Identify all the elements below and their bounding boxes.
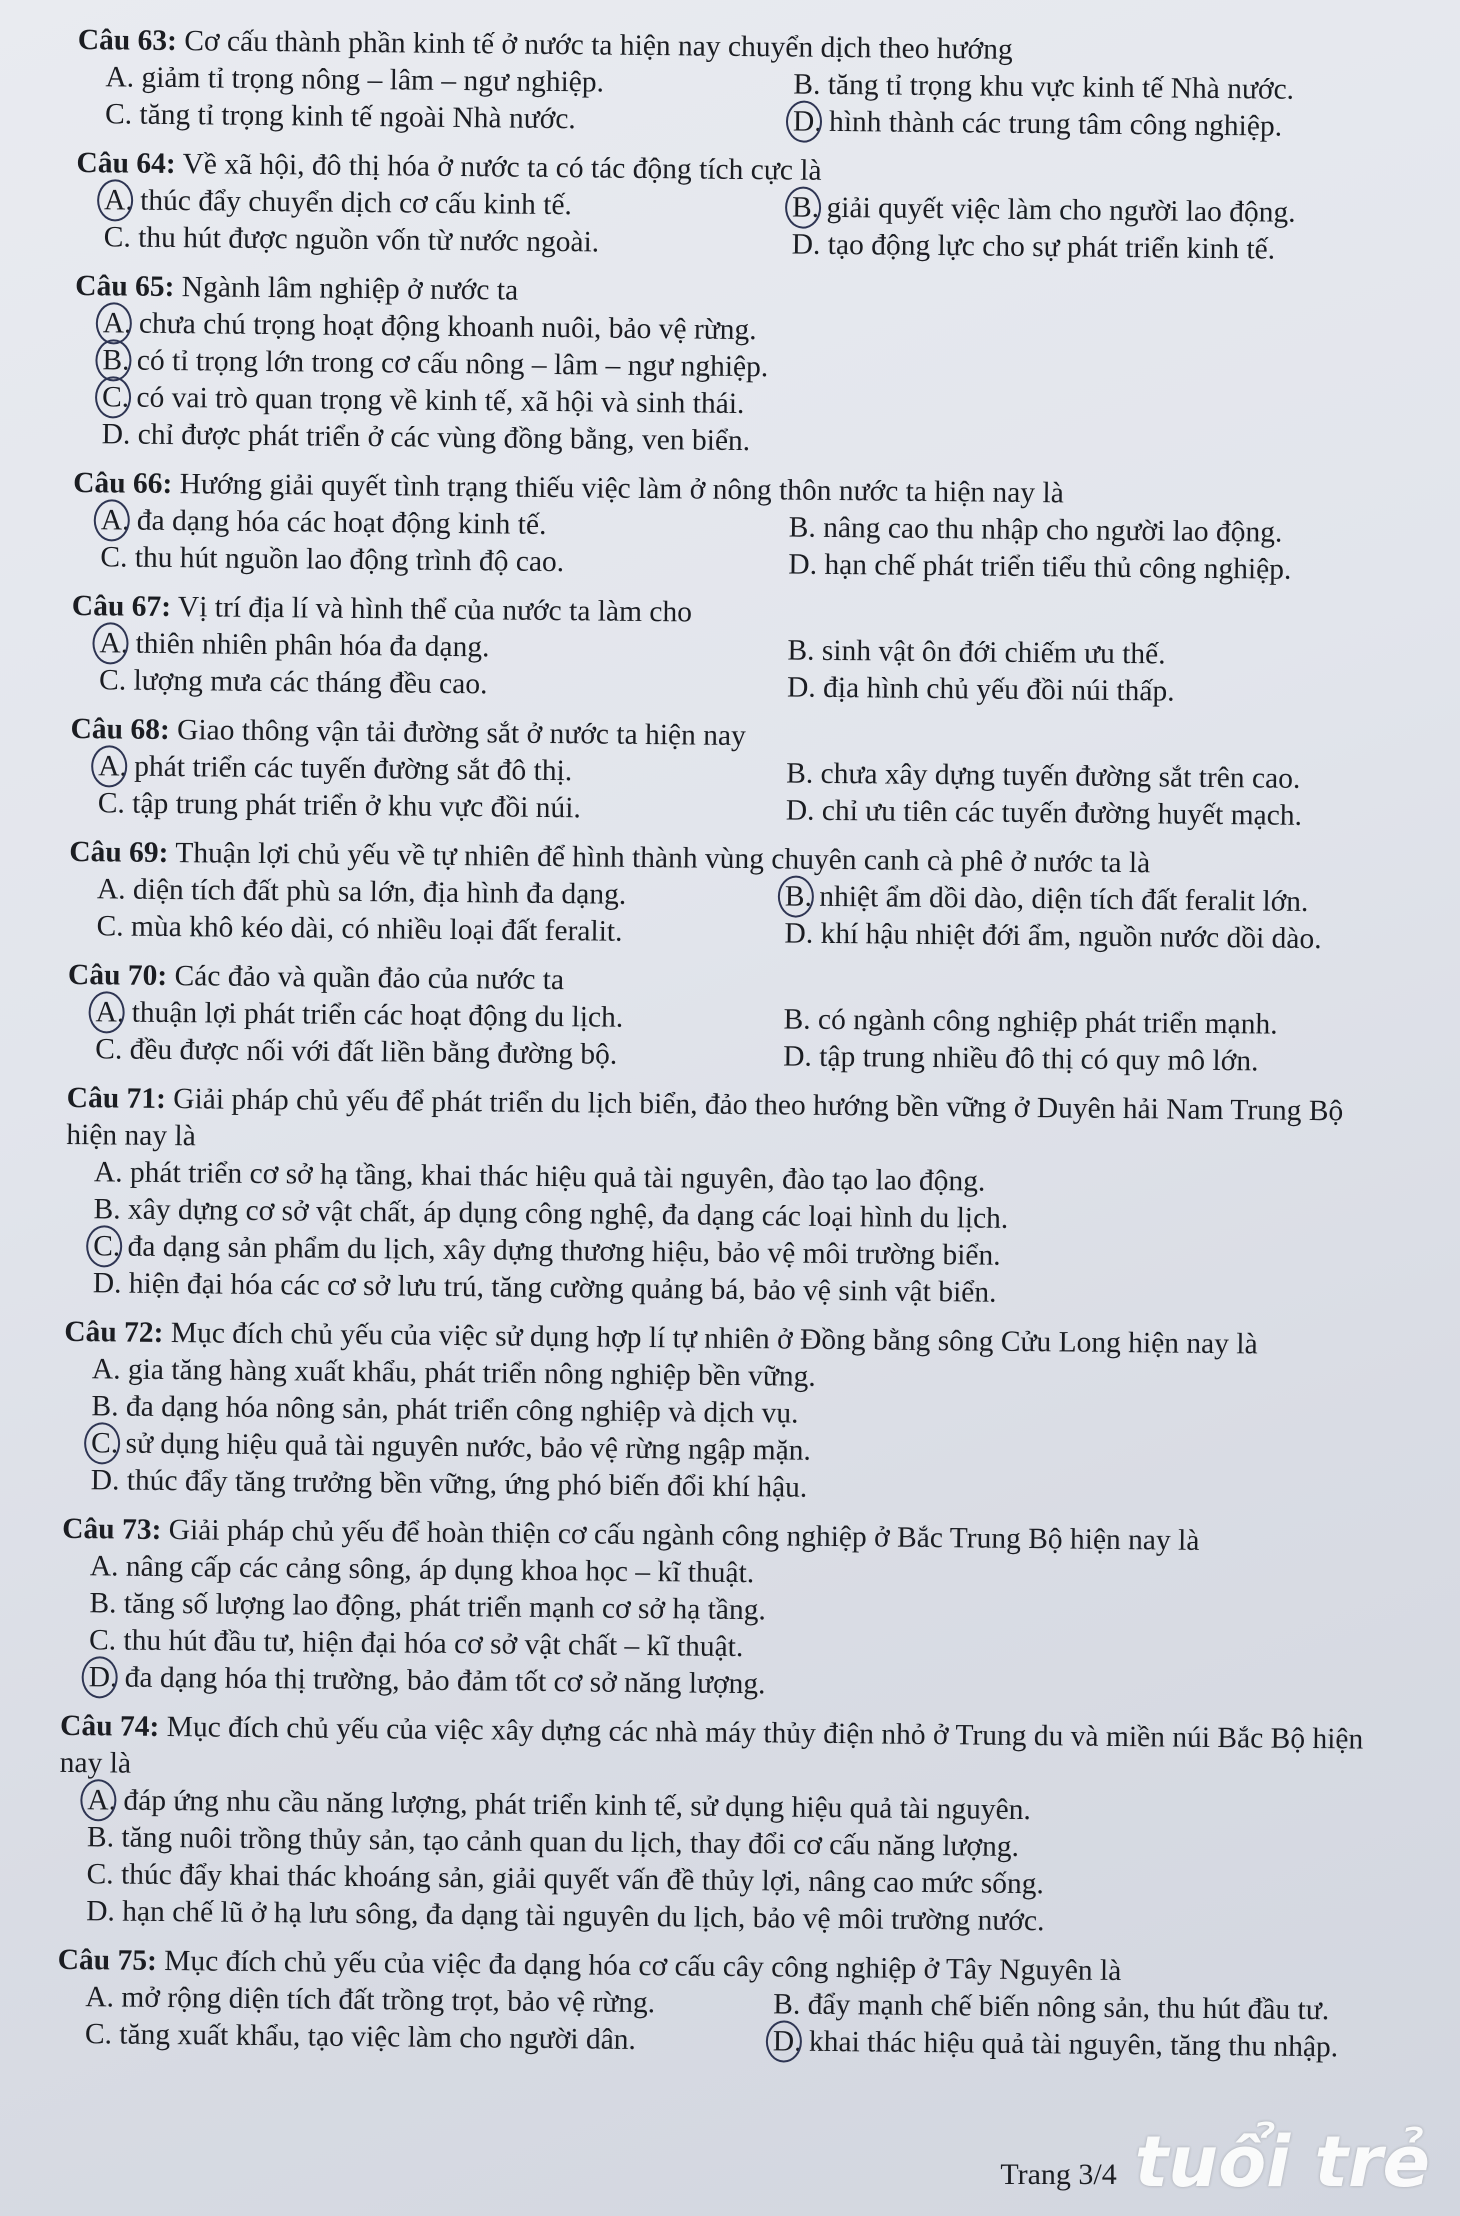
option-letter: D. [791,228,821,261]
option-text: đều được nối với đất liền bằng đường bộ. [129,1033,618,1071]
option-text: thúc đẩy tăng trưởng bền vững, ứng phó biến đổi khí hậu. [126,1464,808,1504]
option-letter: D. [785,794,815,827]
option-text: chỉ ưu tiên các tuyến đường huyết mạch. [821,794,1303,832]
option-text: đa dạng sản phẩm du lịch, xây dựng thương hiệu, bảo vệ môi trường biển. [127,1230,1001,1272]
option-letter: D. [90,1464,120,1497]
option-letter: B. [787,634,815,667]
answer-option [57,2016,745,2060]
option-text: mở rộng diện tích đất trồng trọt, bảo vệ rừng. [121,1981,656,2020]
option-text: đáp ứng nhu cầu năng lượng, phát triển kinh tế, sử dụng hiệu quả tài nguyên. [123,1784,1031,1827]
option-text: sử dụng hiệu quả tài nguyên nước, bảo vệ rừng ngập mặn. [125,1427,812,1467]
option-text: mùa khô kéo dài, có nhiều loại đất feralit. [130,910,623,948]
page-number: Trang 3/4 [1000,2158,1117,2191]
answer-option [759,669,1447,713]
option-letter: D. [786,671,816,704]
option-letter: C. [86,1858,114,1891]
question-block [67,957,1398,1082]
question-block [58,1708,1390,1944]
option-letter: D. [86,1895,116,1928]
option-letter: C. [100,541,128,574]
option-text: thúc đẩy chuyển dịch cơ cấu kinh tế. [140,184,573,222]
option-text: diện tích đất phù sa lớn, địa hình đa dạng. [132,873,627,911]
option-letter: A. [105,61,135,94]
question-text: Mục đích chủ yếu của việc đa dạng hóa cơ cấu cây công nghiệp ở Tây Nguyên là [164,1945,1122,1988]
question-number: Câu 75: [57,1943,158,1977]
question-text: Thuận lợi chủ yếu về tự nhiên để hình thành vùng chuyên canh cà phê ở nước ta là [175,837,1151,880]
option-text: đa dạng hóa thị trường, bảo đảm tốt cơ sở năng lượng. [124,1661,766,1701]
question-number: Câu 68: [70,712,170,746]
option-text: thúc đẩy khai thác khoáng sản, giải quyết vấn đề thủy lợi, nâng cao mức sống. [120,1858,1045,1901]
option-text: phát triển cơ sở hạ tầng, khai thác hiệu quả tài nguyên, đào tạo lao động. [129,1156,986,1198]
option-letter: D. [788,548,818,581]
option-letter-circled-mark: B. [792,189,819,226]
option-text: có tỉ trọng lớn trong cơ cấu nông – lâm – ngư nghiệp. [136,344,769,384]
question-block [72,465,1403,590]
option-text: chưa xây dựng tuyến đường sắt trên cao. [820,757,1301,795]
question-text: Giải pháp chủ yếu để hoàn thiện cơ cấu ngành công nghiệp ở Bắc Trung Bộ hiện nay là [168,1514,1200,1557]
option-text: thu hút được nguồn vốn từ nước ngoài. [138,221,600,259]
option-letter: C. [98,664,127,697]
option-letter-circled-mark: A. [87,1782,116,1819]
question-number: Câu 65: [75,269,175,304]
page-footer [1000,2121,1430,2203]
option-letter: C. [84,2018,113,2051]
question-block [71,588,1402,713]
option-letter-circled-mark: B. [785,878,812,915]
option-letter: D. [92,1267,122,1300]
option-letter: C. [96,910,124,943]
question-block [60,1511,1392,1710]
option-text: tăng xuất khẩu, tạo việc làm cho người dân. [119,2018,637,2056]
tuoi-tre-watermark-logo: tuổi trẻ [1134,2121,1430,2203]
option-letter: B. [788,511,816,544]
question-text: Mục đích chủ yếu của việc sử dụng hợp lí tự nhiên ở Đồng bằng sông Cửu Long hiện nay là [170,1317,1258,1361]
option-letter-circled-mark: D. [793,103,822,140]
option-letter: C. [97,787,126,820]
question-stem [60,1708,1391,1796]
option-text: đa dạng hóa các hoạt động kinh tế. [136,504,547,541]
question-text: Giải pháp chủ yếu để phát triển du lịch biển, đảo theo hướng bền vững ở Duyên hải Nam Trung Bộ hiện nay là [66,1083,1344,1153]
question-text: Ngành lâm nghiệp ở nước ta [181,271,519,307]
option-text: hạn chế phát triển tiểu thủ công nghiệp. [824,548,1292,586]
answer-option [760,546,1448,590]
question-number: Câu 72: [64,1315,164,1349]
option-text: chỉ được phát triển ở các vùng đồng bằng, ven biển. [137,418,751,458]
option-letter: D. [784,917,814,950]
option-text: thiên nhiên phân hóa đa dạng. [135,627,490,664]
option-text: thu hút đầu tư, hiện đại hóa cơ sở vật chất – kĩ thuật. [123,1624,744,1664]
question-text: Mục đích chủ yếu của việc xây dựng các nhà máy thủy điện nhỏ ở Trung du và miền núi Bắc Bộ hiện nay là [59,1711,1364,1780]
question-block [63,1314,1395,1513]
question-number: Câu 70: [67,958,168,992]
option-text: nhiệt ẩm dồi dào, diện tích đất feralit lớn. [819,880,1309,918]
option-letter: D. [101,418,131,451]
answer-option [77,96,765,140]
option-letter-circled-mark: A. [101,502,130,539]
question-block [76,145,1407,270]
option-text: xây dựng cơ sở vật chất, áp dụng công nghệ, đa dạng các loại hình du lịch. [127,1193,1009,1235]
option-letter-circled-mark: A. [98,748,127,785]
question-block [57,1942,1388,2067]
answer-option [72,539,760,583]
option-letter-circled-mark: A. [95,994,124,1031]
question-text: Hướng giải quyết tình trạng thiếu việc làm ở nông thôn nước ta hiện nay là [179,468,1064,510]
answer-option [71,662,759,706]
question-block [68,834,1399,959]
option-letter: A. [96,873,126,906]
option-text: phát triển các tuyến đường sắt đô thị. [134,750,573,788]
option-text: tập trung phát triển ở khu vực đồi núi. [132,787,582,825]
answer-option [758,792,1446,836]
option-letter: B. [773,1988,801,2021]
option-letter: D. [783,1040,813,1073]
option-letter: C. [104,98,133,131]
option-text: tăng nuôi trồng thủy sản, tạo cảnh quan du lịch, thay đổi cơ cấu năng lượng. [121,1821,1020,1863]
exam-page-content [57,22,1408,2079]
option-text: tăng số lượng lao động, phát triển mạnh cơ sở hạ tầng. [123,1587,767,1627]
option-text: tập trung nhiều đô thị có quy mô lớn. [819,1040,1259,1078]
question-text: Về xã hội, đô thị hóa ở nước ta có tác động tích cực là [182,148,822,187]
option-text: có ngành công nghiệp phát triển mạnh. [817,1003,1278,1041]
option-text: hiện đại hóa các cơ sở lưu trú, tăng cường quảng bá, bảo vệ sinh vật biển. [128,1267,997,1309]
option-text: tạo động lực cho sự phát triển kinh tế. [827,228,1276,266]
question-number: Câu 71: [66,1081,167,1115]
answer-option [70,785,758,829]
option-letter-circled-mark: D. [88,1659,117,1696]
option-text: gia tăng hàng xuất khẩu, phát triển nông nghiệp bền vững. [127,1353,816,1393]
question-number: Câu 64: [76,146,176,181]
question-block [70,711,1401,836]
option-letter-circled-mark: A. [99,625,128,662]
option-text: đẩy mạnh chế biến nông sản, thu hút đầu tư. [807,1988,1330,2027]
answer-option [67,1031,755,1075]
answer-option [756,915,1444,959]
option-letter-circled-mark: C. [91,1425,118,1462]
question-block [77,22,1408,147]
option-letter: B. [93,1193,121,1226]
option-text: có vai trò quan trọng về kinh tế, xã hội và sinh thái. [136,381,745,420]
question-text: Giao thông vận tải đường sắt ở nước ta hiện nay [176,714,746,753]
option-letter: C. [88,1624,117,1657]
question-number: Câu 73: [62,1512,162,1546]
question-text: Vị trí địa lí và hình thể của nước ta làm cho [177,591,693,629]
option-letter: B. [793,68,821,101]
question-block [65,1080,1397,1316]
option-letter: B. [89,1587,117,1620]
option-letter: A. [91,1353,121,1386]
option-letter: B. [786,757,814,790]
option-letter: A. [93,1156,123,1189]
option-text: tăng tỉ trọng khu vực kinh tế Nhà nước. [827,68,1295,106]
option-letter-circled-mark: A. [104,182,133,219]
option-letter-circled-mark: C. [93,1228,120,1265]
option-letter: B. [86,1821,115,1854]
question-number: Câu 69: [69,835,169,869]
question-stem [66,1080,1397,1168]
option-text: hình thành các trung tâm công nghiệp. [828,105,1283,143]
question-number: Câu 63: [77,23,178,58]
option-text: sinh vật ôn đới chiếm ưu thế. [821,634,1166,671]
answer-option [745,2023,1433,2067]
question-number: Câu 66: [73,466,173,501]
option-letter: A. [85,1981,115,2014]
option-letter-circled-mark: D. [773,2023,802,2060]
question-number: Câu 67: [71,589,172,624]
option-text: giảm tỉ trọng nông – lâm – ngư nghiệp. [141,61,605,99]
answer-option [764,226,1452,270]
option-text: thuận lợi phát triển các hoạt động du lịch. [131,996,624,1034]
option-letter: B. [91,1390,119,1423]
question-block [73,268,1405,467]
option-text: tăng tỉ trọng kinh tế ngoài Nhà nước. [139,98,576,136]
option-text: đa dạng hóa nông sản, phát triển công nghiệp và dịch vụ. [125,1390,799,1430]
option-letter: B. [783,1003,811,1036]
option-letter-circled-mark: A. [103,305,132,342]
option-letter: A. [89,1550,119,1583]
option-text: nâng cấp các cảng sông, áp dụng khoa học – kĩ thuật. [125,1550,755,1590]
answer-option [68,908,756,952]
option-text: thu hút nguồn lao động trình độ cao. [134,541,565,579]
answer-option [755,1038,1443,1082]
question-number: Câu 74: [59,1709,160,1743]
option-text: khí hậu nhiệt đới ẩm, nguồn nước dồi dào. [820,917,1322,956]
option-text: hạn chế lũ ở hạ lưu sông, đa dạng tài nguyên du lịch, bảo vệ môi trường nước. [122,1895,1045,1938]
answer-option [765,103,1453,147]
answer-option [76,219,764,263]
option-letter-circled-mark: B. [102,342,129,379]
option-text: nâng cao thu nhập cho người lao động. [823,511,1283,549]
option-text: giải quyết việc làm cho người lao động. [826,191,1296,229]
option-text: địa hình chủ yếu đồi núi thấp. [822,671,1175,708]
option-text: khai thác hiệu quả tài nguyên, tăng thu nhập. [808,2025,1339,2064]
option-letter: C. [103,221,131,254]
question-text: Các đảo và quần đảo của nước ta [174,960,565,997]
option-text: lượng mưa các tháng đều cao. [133,664,488,701]
option-letter-circled-mark: C. [102,379,129,416]
option-text: chưa chú trọng hoạt động khoanh nuôi, bảo vệ rừng. [138,307,757,347]
question-text: Cơ cấu thành phần kinh tế ở nước ta hiện nay chuyển dịch theo hướng [184,25,1013,66]
option-letter: C. [95,1033,123,1066]
